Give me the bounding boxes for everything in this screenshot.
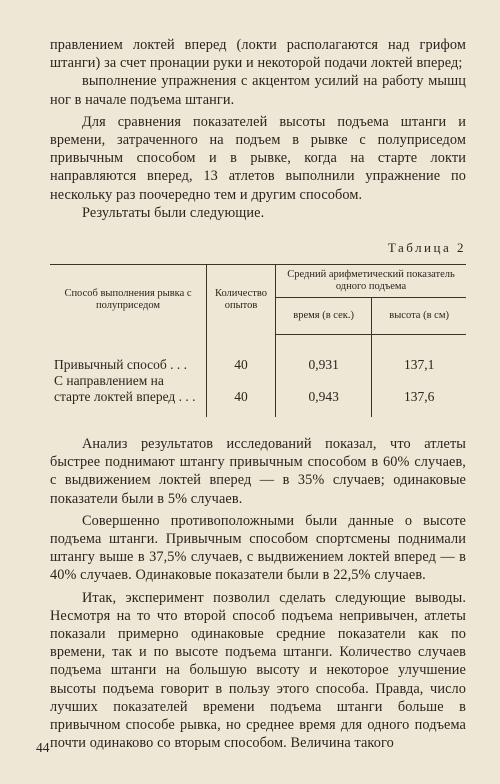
paragraph: Совершенно противоположными были данные о высоте подъема штанги. Привычным способом спортсмены поднимали штангу выше в 37,5% случаев, с выдвижением локтей вперед — в 40% случаев. Одинаковые показатели были в 22,5% случаев. <box>50 512 466 584</box>
page-content <box>50 36 466 752</box>
header-count: Количество опытов <box>207 265 276 335</box>
header-method: Способ выполнения рывка с полуприседом <box>50 265 207 335</box>
cell-method: Привычный способ . . . <box>54 356 188 372</box>
cell-count: 40 <box>207 373 276 417</box>
paragraph: выполнение упражнения с акцентом усилий на работу мышц ног в начале подъема штанги. <box>50 73 466 108</box>
results-table <box>50 264 466 417</box>
cell-height: 137,6 <box>372 373 466 417</box>
header-height: высота (в см) <box>372 298 466 335</box>
cell-method: С направлением на старте локтей вперед . . . <box>54 373 196 405</box>
cell-time: 0,931 <box>276 335 372 374</box>
header-time: время (в сек.) <box>276 298 372 335</box>
page-number: 44 <box>36 740 50 755</box>
paragraph: Результаты были следующие. <box>82 204 265 221</box>
table-row <box>50 335 466 374</box>
paragraph: правлением локтей вперед (локти располагаются над грифом штанги) за счет пронации руки и некоторой подачи локтей вперед; <box>50 37 466 72</box>
cell-height: 137,1 <box>372 335 466 374</box>
paragraph: Анализ результатов исследований показал, что атлеты быстрее поднимают штангу привычным способом в 60% случаев, с выдвижением локтей вперед — в 35% случаев; одинаковые показатели были в 5% случаев. <box>50 436 466 507</box>
table-row <box>50 373 466 417</box>
paragraph: Для сравнения показателей высоты подъема штанги и времени, затраченного на подъем в рывке с полуприседом привычным способом и в рывке, когда на старте локти направляются вперед, 13 атлетов выполнили упражнение по нескольку раз поочередно тем и другим способом. <box>50 113 466 203</box>
table-caption: Таблица 2 <box>387 240 466 256</box>
cell-count: 40 <box>207 335 276 374</box>
paragraph: Итак, эксперимент позволил сделать следующие выводы. Несмотря на то что второй способ подъема непривычен, атлеты показали примерно одинаковые средние показатели как по времени, так и по высоте подъема штанги. Количество случаев подъема штанги на большую высоту и некоторое улучшение высоты подъема говорит в пользу этого способа. Правда, число лучших показателей времени подъема штанги больше в привычном способе рывка, но среднее время для одного подъема почти одинаково со вторым способом. Величина такого <box>50 589 466 752</box>
header-average: Средний арифметический показатель одного подъема <box>276 265 467 298</box>
cell-time: 0,943 <box>276 373 372 417</box>
